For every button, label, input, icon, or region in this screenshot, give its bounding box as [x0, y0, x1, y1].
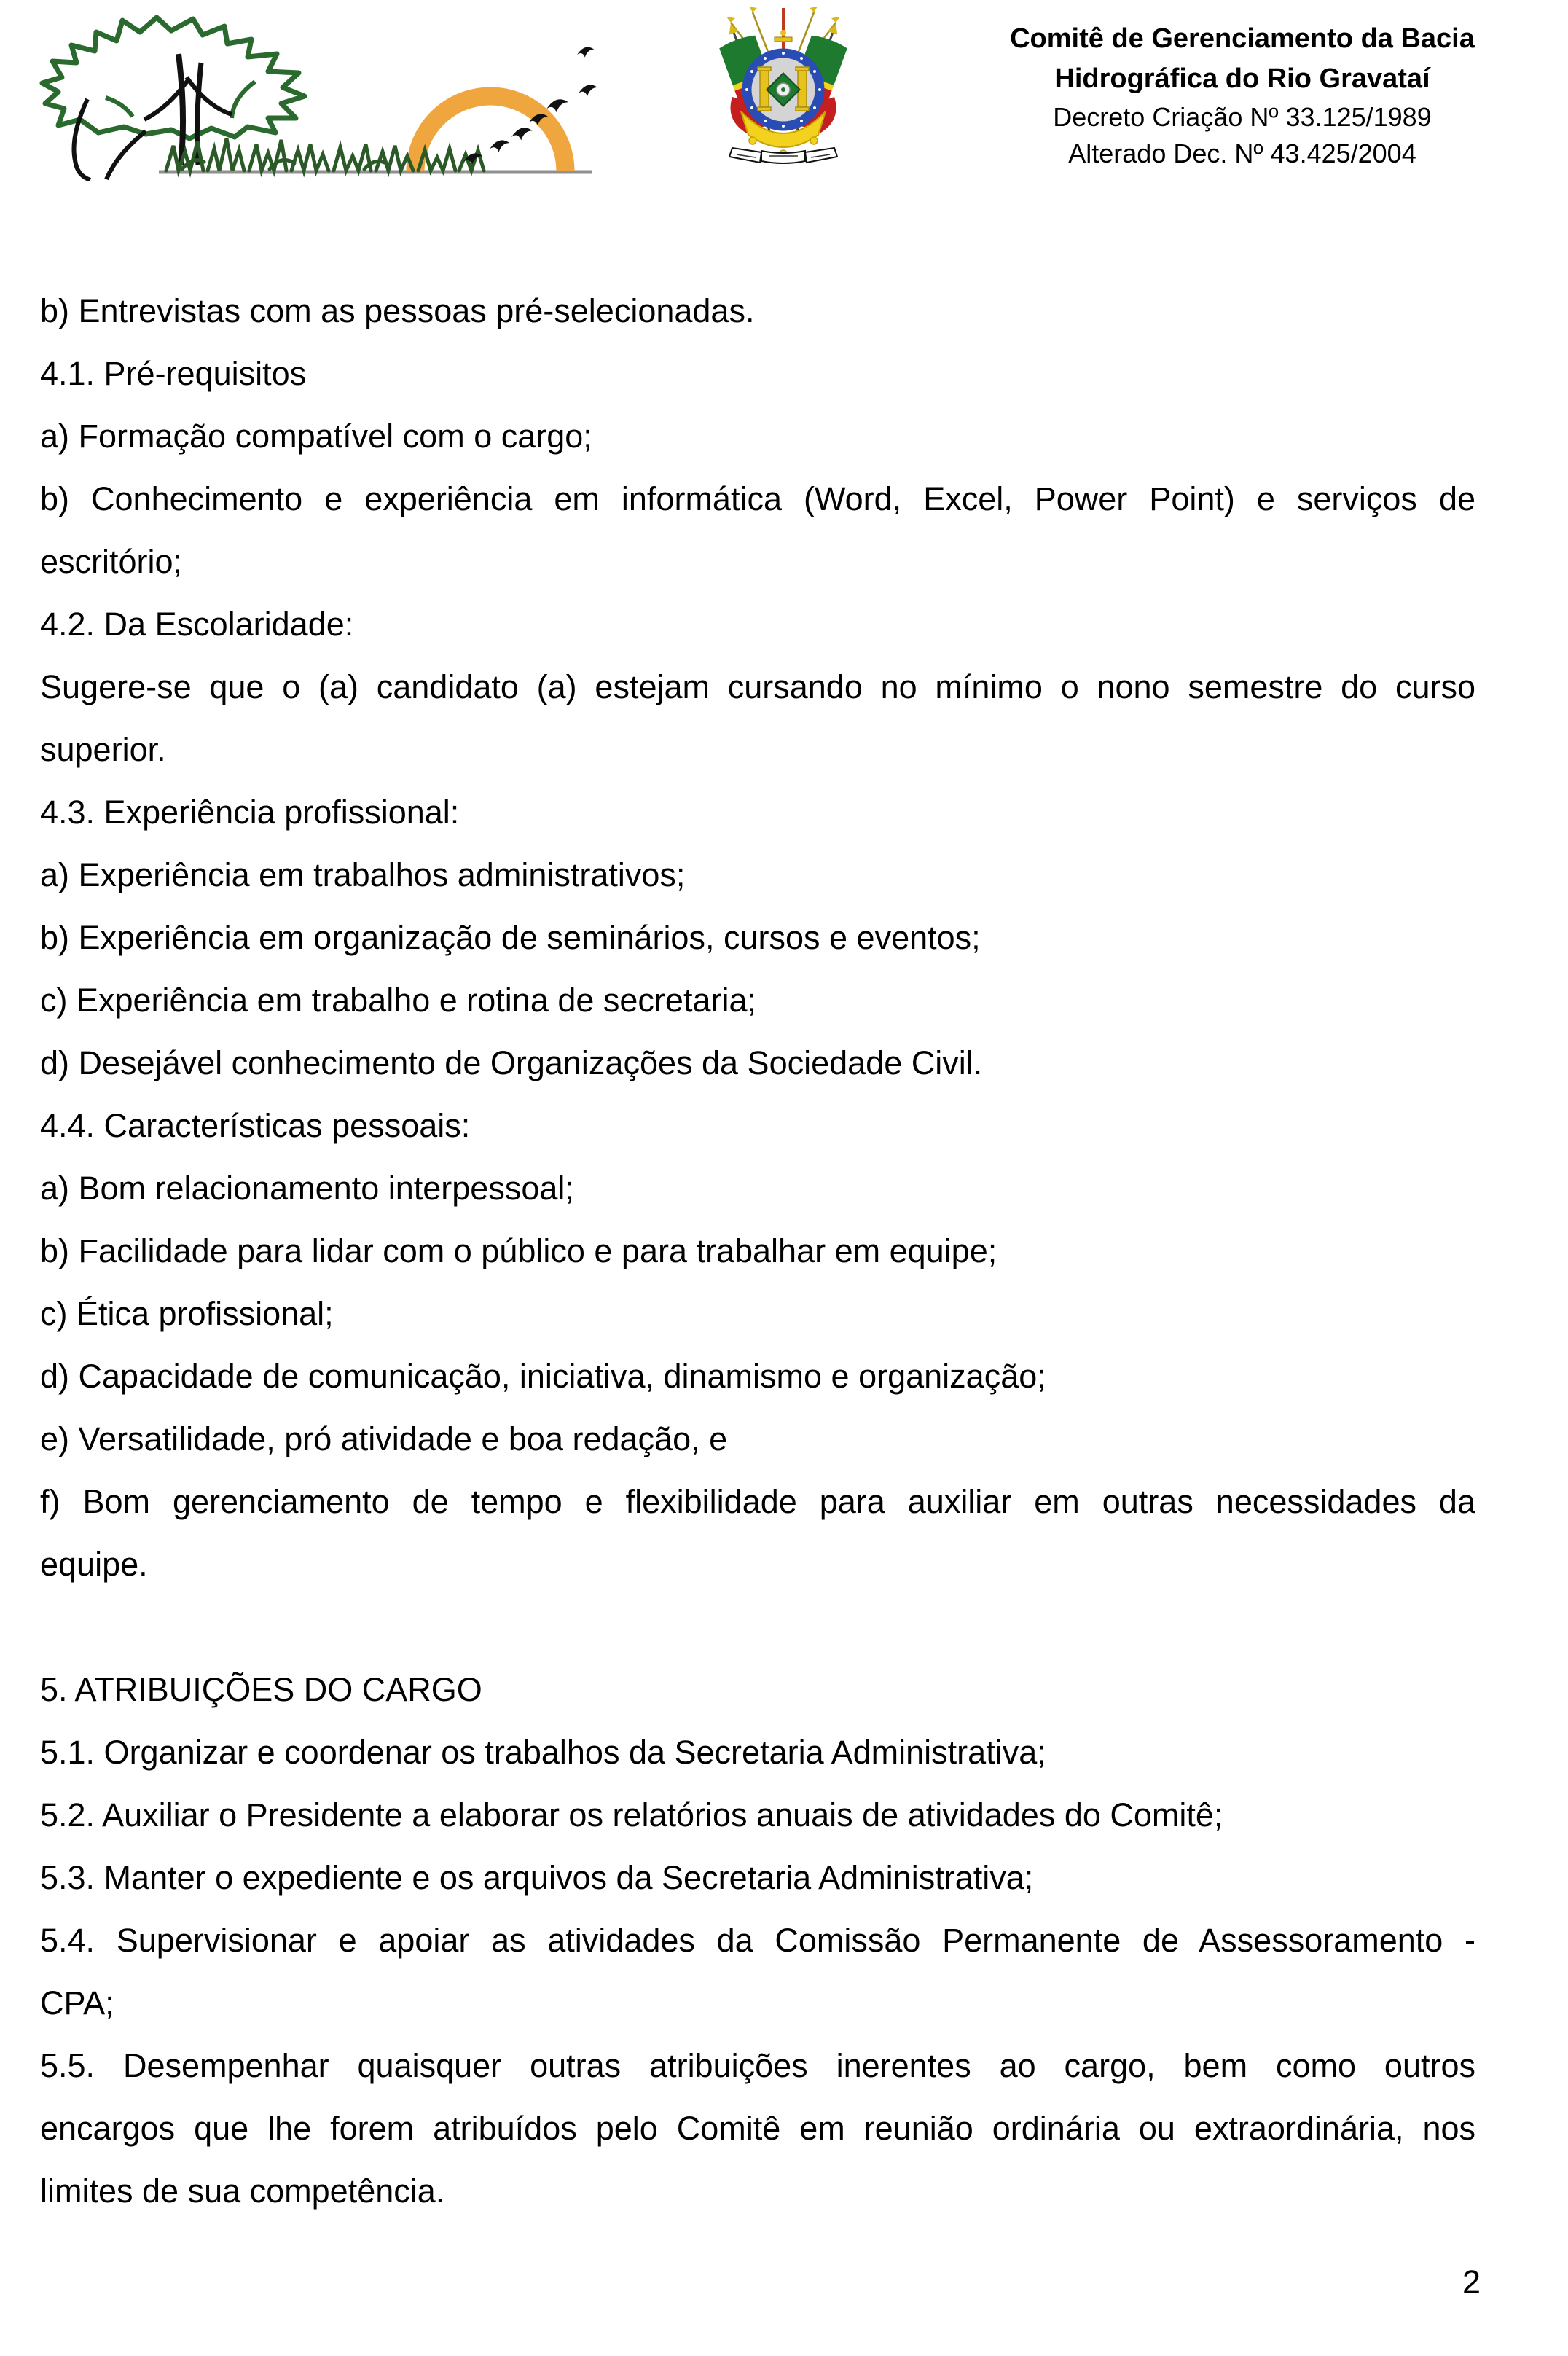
- document-line: d) Desejável conhecimento de Organizações da Sociedade Civil.: [40, 1044, 983, 1081]
- document-line: equipe.: [40, 1546, 148, 1583]
- document-line: f) Bom gerenciamento de tempo e flexibilidade para auxiliar em outras necessidades da: [40, 1483, 1475, 1520]
- document-line: CPA;: [40, 1984, 114, 2022]
- rio-grande-do-sul-coat-of-arms: [710, 4, 856, 173]
- document-line: a) Formação compatível com o cargo;: [40, 418, 592, 455]
- page-number: 2: [1462, 2263, 1481, 2301]
- document-line: [40, 1596, 1475, 1659]
- document-line: 5.3. Manter o expediente e os arquivos da Secretaria Administrativa;: [40, 1859, 1034, 1896]
- document-line: b) Experiência em organização de seminários, cursos e eventos;: [40, 919, 981, 956]
- document-line: c) Ética profissional;: [40, 1295, 334, 1332]
- org-title-line2: Hidrográfica do Rio Gravataí: [1054, 63, 1430, 94]
- header-text-block: [987, 19, 1497, 172]
- medallion-icon: [745, 52, 821, 128]
- grass-icon: [166, 138, 484, 171]
- document-line: 5. ATRIBUIÇÕES DO CARGO: [40, 1671, 482, 1708]
- document-line: a) Bom relacionamento interpessoal;: [40, 1170, 574, 1207]
- document-line: superior.: [40, 731, 166, 768]
- document-body: [40, 280, 1475, 2223]
- document-line: escritório;: [40, 543, 183, 580]
- document-line: b) Facilidade para lidar com o público e para trabalhar em equipe;: [40, 1232, 997, 1269]
- watershed-landscape-logo: [36, 10, 597, 181]
- document-line: b) Entrevistas com as pessoas pré-selecionadas.: [40, 292, 755, 329]
- document-line: 5.1. Organizar e coordenar os trabalhos da Secretaria Administrativa;: [40, 1734, 1046, 1771]
- document-line: 4.1. Pré-requisitos: [40, 355, 307, 392]
- document-line: b) Conhecimento e experiência em informática (Word, Excel, Power Point) e serviços de: [40, 480, 1475, 517]
- document-line: 4.4. Características pessoais:: [40, 1107, 471, 1144]
- document-line: 4.2. Da Escolaridade:: [40, 606, 354, 643]
- decree-line1: Decreto Criação Nº 33.125/1989: [1053, 102, 1432, 132]
- document-line: 5.2. Auxiliar o Presidente a elaborar os relatórios anuais de atividades do Comitê;: [40, 1796, 1223, 1833]
- document-line: 5.5. Desempenhar quaisquer outras atribuições inerentes ao cargo, bem como outros: [40, 2047, 1475, 2084]
- decree-line2: Alterado Dec. Nº 43.425/2004: [1068, 138, 1416, 168]
- document-line: limites de sua competência.: [40, 2172, 445, 2210]
- document-line: a) Experiência em trabalhos administrativos;: [40, 856, 686, 893]
- document-line: 4.3. Experiência profissional:: [40, 794, 460, 831]
- document-line: 5.4. Supervisionar e apoiar as atividades da Comissão Permanente de Assessoramento -: [40, 1922, 1475, 1959]
- document-line: d) Capacidade de comunicação, iniciativa, dinamismo e organização;: [40, 1358, 1046, 1395]
- document-line: c) Experiência em trabalho e rotina de secretaria;: [40, 982, 756, 1019]
- document-line: encargos que lhe forem atribuídos pelo Comitê em reunião ordinária ou extraordinária, nos: [40, 2110, 1475, 2147]
- document-line: e) Versatilidade, pró atividade e boa redação, e: [40, 1420, 728, 1457]
- org-title-line1: Comitê de Gerenciamento da Bacia: [1010, 23, 1475, 54]
- sword-icon: [775, 8, 792, 49]
- document-line: Sugere-se que o (a) candidato (a) estejam cursando no mínimo o nono semestre do curso: [40, 668, 1475, 705]
